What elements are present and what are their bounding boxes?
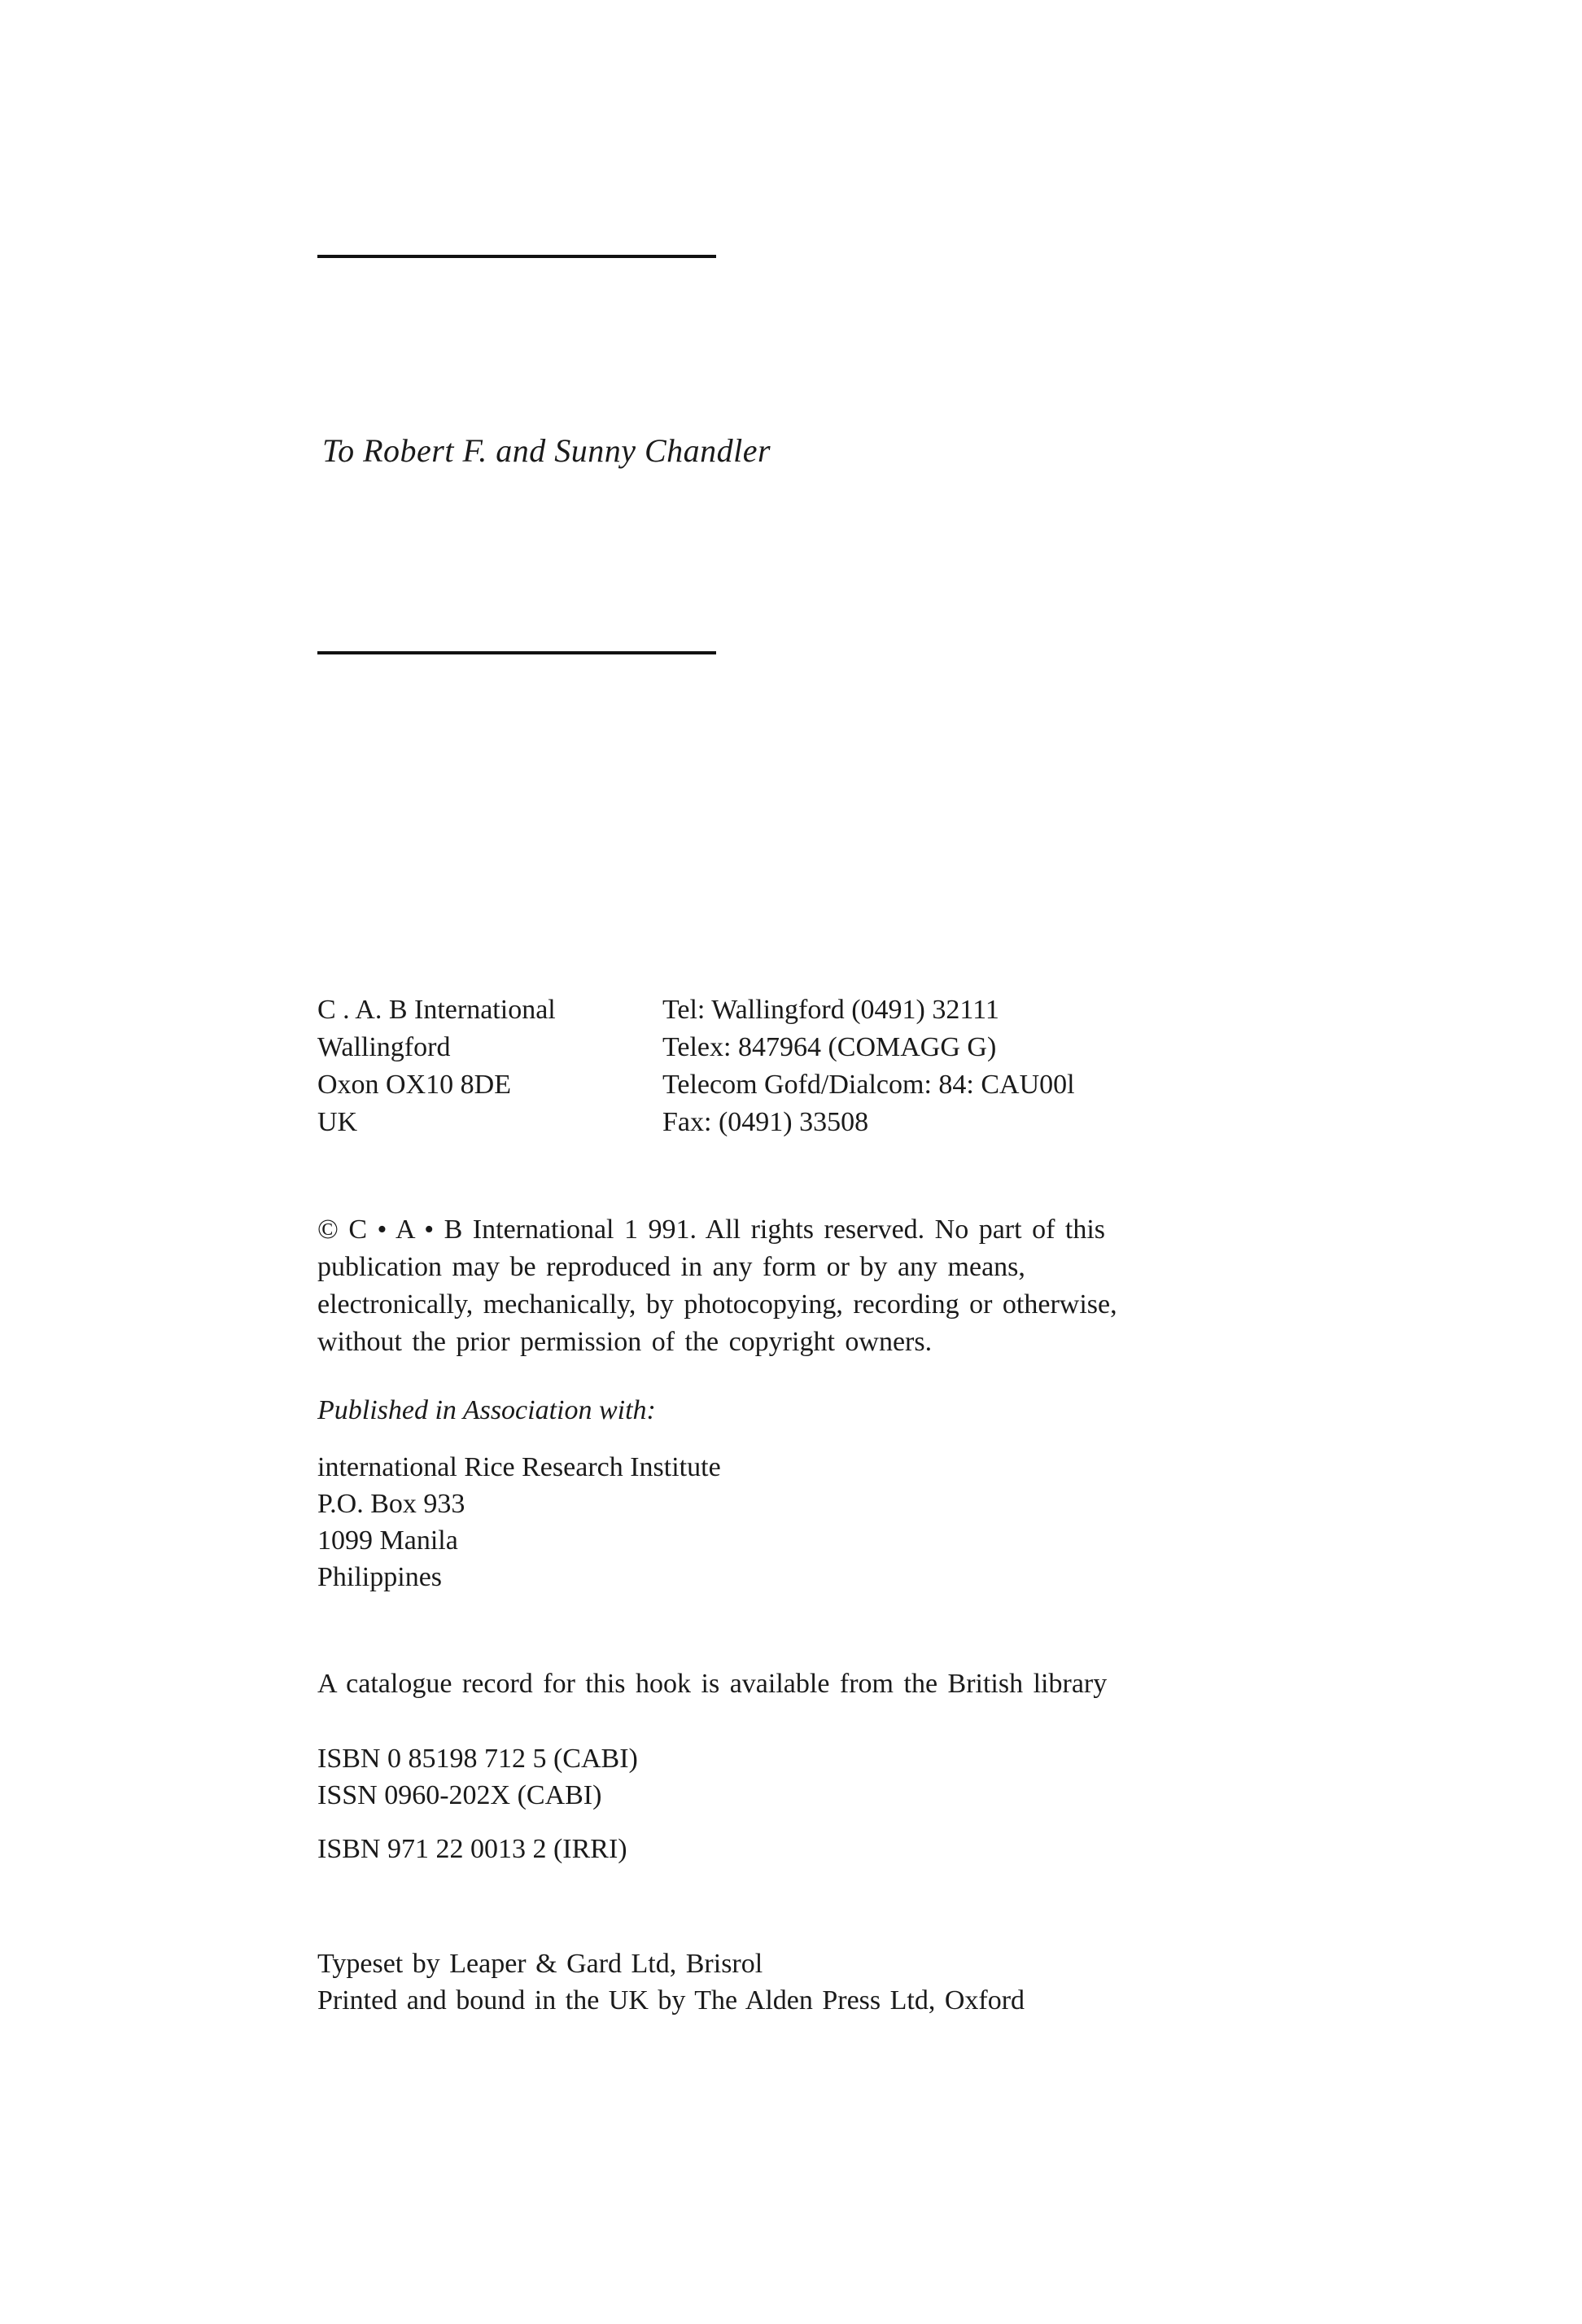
publisher-telephone: Tel: Wallingford (0491) 32111	[662, 995, 999, 1025]
published-in-association-label: Published in Association with:	[317, 1395, 656, 1425]
printer-credit: Printed and bound in the UK by The Alden Press Ltd, Oxford	[317, 1985, 1025, 2015]
publisher-telecom: Telecom Gofd/Dialcom: 84: CAU00l	[662, 1070, 1075, 1100]
associate-name: international Rice Research Institute	[317, 1452, 721, 1482]
isbn-irri: ISBN 971 22 0013 2 (IRRI)	[317, 1834, 627, 1864]
associate-po-box: P.O. Box 933	[317, 1489, 465, 1519]
dedication-text: To Robert F. and Sunny Chandler	[322, 432, 771, 469]
issn-cabi: ISSN 0960-202X (CABI)	[317, 1780, 602, 1810]
publisher-fax: Fax: (0491) 33508	[662, 1107, 869, 1137]
associate-address-block	[317, 1449, 721, 1595]
top-divider-rule	[317, 255, 716, 258]
production-credits	[317, 1945, 1025, 2019]
cabi-identifiers	[317, 1740, 638, 1814]
catalogue-record-note: A catalogue record for this hook is available from the British library	[317, 1669, 1108, 1699]
typeset-credit: Typeset by Leaper & Gard Ltd, Brisrol	[317, 1949, 763, 1979]
copyright-notice: © C • A • B International 1 991. All rights reserved. No part of this publication may be reproduced in any form or by any means, electronically, mechanically, by photocopying, recording or otherwise, without the prior permission of the copyright owners.	[317, 1215, 1117, 1357]
associate-city: 1099 Manila	[317, 1525, 458, 1556]
middle-divider-rule	[317, 651, 716, 654]
associate-country: Philippines	[317, 1562, 443, 1592]
publisher-contact-block	[662, 991, 1075, 1141]
publisher-town: Wallingford	[317, 1032, 451, 1062]
publisher-country: UK	[317, 1107, 358, 1137]
publisher-name: C . A. B International	[317, 995, 556, 1025]
isbn-cabi: ISBN 0 85198 712 5 (CABI)	[317, 1744, 638, 1774]
publisher-county-postcode: Oxon OX10 8DE	[317, 1070, 511, 1100]
publisher-address-block	[317, 991, 556, 1141]
publisher-telex: Telex: 847964 (COMAGG G)	[662, 1032, 997, 1062]
